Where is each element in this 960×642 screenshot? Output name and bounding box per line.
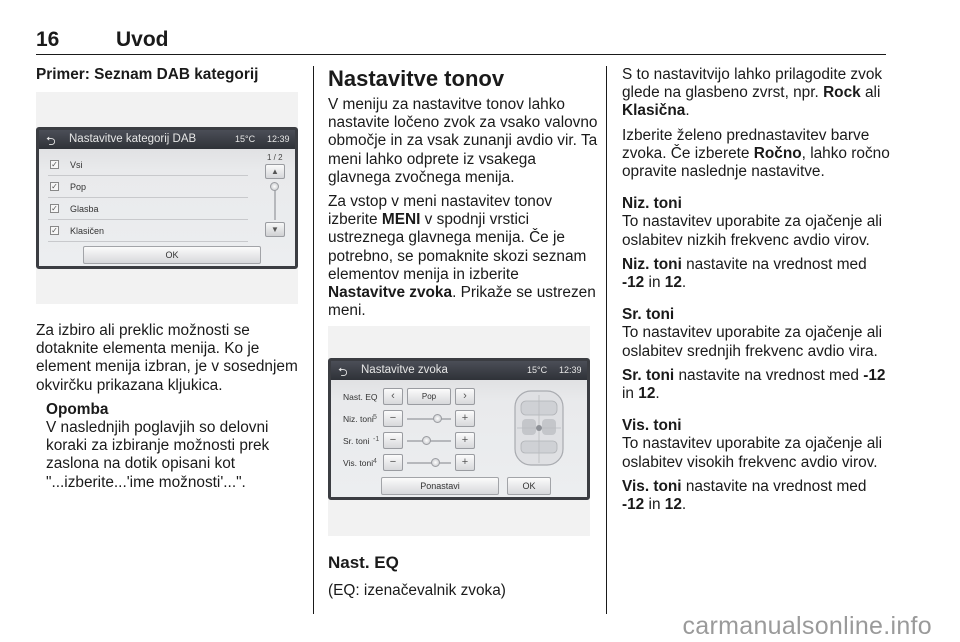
treble-plus-button[interactable]: + [455,454,475,471]
intro-paragraph: Za izbiro ali preklic možnosti se dotaknite elementa menija. Ko je element menija izbran, je v sosednjem okvirčku prikazana kljukica. [36,322,298,394]
mid-row: Sr. toni -1 − + [343,430,483,452]
checkbox-checked-icon[interactable]: ✓ [51,204,58,213]
page-number: 16 [36,28,60,51]
treble-description: To nastavitev uporabite za ojačenje ali oslabitev visokih frekvenc avdio virov. [622,435,883,471]
bass-heading: Niz. toni [622,195,682,213]
page-header [36,28,886,54]
bass-range: Niz. toni nastavite na vrednost med -12 in 12. [622,255,867,292]
column-1-text [36,322,304,492]
bass-slider-knob[interactable] [433,414,442,423]
ok-button[interactable]: OK [83,246,261,264]
list-item[interactable]: ✓ Vsi [48,155,248,176]
back-arrow-icon[interactable]: ⮌ [46,134,56,148]
column-1 [36,66,304,84]
column-2 [328,66,600,326]
page-title: Uvod [116,28,169,51]
tone-paragraph-1: V meniju za nastavitve tonov lahko nastavite ločeno zvok za vsako valovno območje in za vsak zunanji avdio vir. Ta meni lahko odprete iz vsakega glavnega zvočnega menija. [328,96,598,186]
mid-plus-button[interactable]: + [455,432,475,449]
note-text: V naslednjih poglavjih so delovni koraki za izbiranje možnosti prek zaslona na dotik opisani kot "...izberite...'ime možnosti'...". [46,419,270,491]
treble-slider-knob[interactable] [431,458,440,467]
page-indicator: 1 / 2 [267,153,283,162]
list-item[interactable]: ✓ Pop [48,177,248,198]
dab-screen [36,127,298,269]
note-heading: Opomba [46,400,109,418]
column-2-bottom [328,552,600,606]
screenshot-dab-categories [36,92,298,304]
section-heading: Nastavitve tonov [328,66,505,91]
mid-heading: Sr. toni [622,306,675,324]
treble-minus-button[interactable]: − [383,454,403,471]
column-divider-2 [606,66,607,614]
scroll-down-button[interactable]: ▼ [265,222,285,237]
treble-row: Vis. toni 4 − + [343,452,483,474]
eq-prev-button[interactable]: ‹ [383,388,403,405]
column-3 [622,66,892,520]
header-rule [36,54,886,55]
temperature: 15°C [235,134,256,144]
sound-screen [328,358,590,500]
eq-value: Pop [407,388,451,405]
bass-row: Niz. toni 5 − + [343,408,483,430]
mid-section [622,306,892,403]
preset-paragraph: Izberite želeno prednastavitev barve zvoka. Če izberete Ročno, lahko ročno opravite naslednje nastavitve. [622,126,890,181]
ok-button[interactable]: OK [507,477,551,495]
clock: 12:39 [559,365,582,375]
mid-minus-button[interactable]: − [383,432,403,449]
eq-label: Nast. EQ [343,392,378,402]
eq-subheading: Nast. EQ [328,553,399,572]
sound-screen-title: Nastavitve zvoka [361,364,448,376]
eq-row [343,386,483,408]
car-balance-icon[interactable] [497,385,581,469]
mid-slider-knob[interactable] [422,436,431,445]
watermark: carmanualsonline.info [682,612,932,640]
bass-slider-track[interactable] [407,418,451,420]
tone-paragraph-2: Za vstop v meni nastavitev tonov izberite MENI v spodnji vrstici ustreznega glavnega menija. Če je potrebno, se pomaknite skozi seznam elementov menija in izberite Nastavitve zvoka. Prikaže se ustrezen meni. [328,193,596,320]
checkbox-checked-icon[interactable]: ✓ [51,226,58,235]
eq-next-button[interactable]: › [455,388,475,405]
back-arrow-icon[interactable]: ⮌ [338,365,348,379]
treble-range: Vis. toni nastavite na vrednost med -12 in 12. [622,477,867,514]
bass-description: To nastavitev uporabite za ojačenje ali oslabitev nizkih frekvenc avdio virov. [622,213,883,249]
checkbox-checked-icon[interactable]: ✓ [51,182,58,191]
bass-section [622,195,892,292]
treble-section [622,417,892,514]
dab-screen-title: Nastavitve kategorij DAB [69,133,197,145]
dab-titlebar [39,130,295,149]
scrollbar-thumb[interactable] [270,182,279,191]
note-box [36,401,304,492]
scroll-up-button[interactable]: ▲ [265,164,285,179]
eq-description: (EQ: izenačevalnik zvoka) [328,582,506,599]
list-item[interactable]: ✓ Glasba [48,199,248,220]
genre-paragraph: S to nastavitvijo lahko prilagodite zvok glede na glasbeno zvrst, npr. Rock ali Klasična. [622,66,883,120]
bass-plus-button[interactable]: + [455,410,475,427]
mid-description: To nastavitev uporabite za ojačenje ali oslabitev srednjih frekvenc avdio vira. [622,324,883,360]
reset-button[interactable]: Ponastavi [381,477,499,495]
mid-range: Sr. toni nastavite na vrednost med -12 in 12. [622,366,886,403]
treble-heading: Vis. toni [622,417,682,435]
sound-titlebar [331,361,587,380]
screenshot-sound-settings [328,326,590,536]
temperature: 15°C [527,365,548,375]
bass-minus-button[interactable]: − [383,410,403,427]
checkbox-checked-icon[interactable]: ✓ [51,160,58,169]
column-divider-1 [313,66,314,614]
treble-slider-track[interactable] [407,462,451,464]
example-heading: Primer: Seznam DAB kategorij [36,66,259,83]
list-item[interactable]: ✓ Klasičen [48,221,248,242]
clock: 12:39 [267,134,290,144]
